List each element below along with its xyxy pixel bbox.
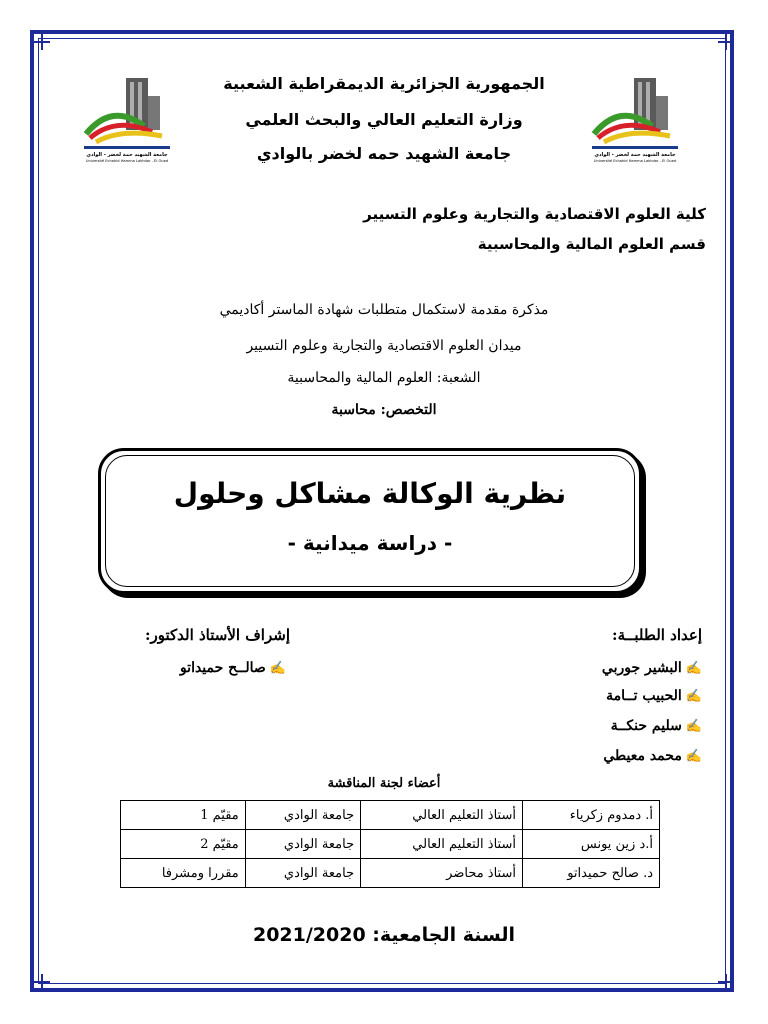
logo-caption-ar: جامعة الشهيد حمة لخضر - الوادي	[594, 152, 676, 158]
thesis-subtitle: - دراسة ميدانية -	[287, 531, 453, 555]
writing-hand-icon: ✍	[685, 749, 702, 764]
jury-member-name: أ.د زين يونس	[522, 830, 659, 859]
jury-member-university: جامعة الوادي	[245, 830, 360, 859]
jury-member-name: أ. دمدوم زكرياء	[522, 801, 659, 830]
jury-table	[120, 800, 660, 888]
writing-hand-icon: ✍	[685, 719, 702, 734]
logo-caption-en: Université Echahid Hamma Lakhdar - El Oued	[85, 159, 169, 163]
corner-ornament-icon	[34, 34, 50, 50]
logo-caption-en: Université Echahid Hamma Lakhdar - El Oued	[593, 159, 677, 163]
header-ministry: وزارة التعليم العالي والبحث العلمي	[245, 110, 523, 129]
jury-member-rank: أستاذ محاضر	[361, 859, 523, 888]
writing-hand-icon: ✍	[685, 661, 702, 676]
student-item: ✍محمد معيطي	[603, 748, 702, 764]
logo-caption-ar: جامعة الشهيد حمة لخضر - الوادي	[86, 152, 168, 158]
supervisor-label: إشراف الأستاذ الدكتور:	[144, 626, 290, 644]
thesis-title: نظرية الوكالة مشاكل وحلول	[173, 477, 567, 510]
student-item: ✍سليم حنكــة	[610, 718, 702, 734]
thesis-field: ميدان العلوم الاقتصادية والتجارية وعلوم التسيير	[246, 338, 522, 354]
header-university: جامعة الشهيد حمه لخضر بالوادي	[256, 144, 512, 163]
writing-hand-icon: ✍	[269, 661, 286, 676]
student-item: ✍البشير جوربي	[601, 660, 702, 676]
thesis-purpose: مذكرة مقدمة لاستكمال متطلبات شهادة الماستر أكاديمي	[219, 302, 549, 318]
jury-member-university: جامعة الوادي	[245, 801, 360, 830]
jury-member-role: مقررا ومشرفا	[121, 859, 246, 888]
table-row	[121, 830, 660, 859]
writing-hand-icon: ✍	[685, 689, 702, 704]
supervisor-name-item: ✍صالــح حميداتو	[179, 660, 286, 676]
student-item: ✍الحبيب تــامة	[606, 688, 702, 704]
jury-member-university: جامعة الوادي	[245, 859, 360, 888]
jury-member-name: د. صالح حميداتو	[522, 859, 659, 888]
academic-year: السنة الجامعية: 2021/2020	[252, 924, 516, 946]
corner-ornament-icon	[718, 34, 734, 50]
jury-member-role: مقيّم 2	[121, 830, 246, 859]
faculty-name: كلية العلوم الاقتصادية والتجارية وعلوم التسيير	[363, 205, 706, 223]
table-row	[121, 859, 660, 888]
thesis-specialty: التخصص: محاسبة	[331, 402, 437, 418]
jury-member-role: مقيّم 1	[121, 801, 246, 830]
header-republic: الجمهورية الجزائرية الديمقراطية الشعبية	[223, 74, 545, 93]
department-name: قسم العلوم المالية والمحاسبية	[477, 235, 706, 253]
jury-title: أعضاء لجنة المناقشة	[327, 776, 441, 791]
students-label: إعداد الطلبــة:	[612, 626, 702, 644]
corner-ornament-icon	[34, 974, 50, 990]
jury-member-rank: أستاذ التعليم العالي	[361, 830, 523, 859]
corner-ornament-icon	[718, 974, 734, 990]
title-box	[98, 448, 642, 594]
jury-member-rank: أستاذ التعليم العالي	[361, 801, 523, 830]
table-row	[121, 801, 660, 830]
thesis-branch: الشعبة: العلوم المالية والمحاسبية	[287, 370, 481, 386]
